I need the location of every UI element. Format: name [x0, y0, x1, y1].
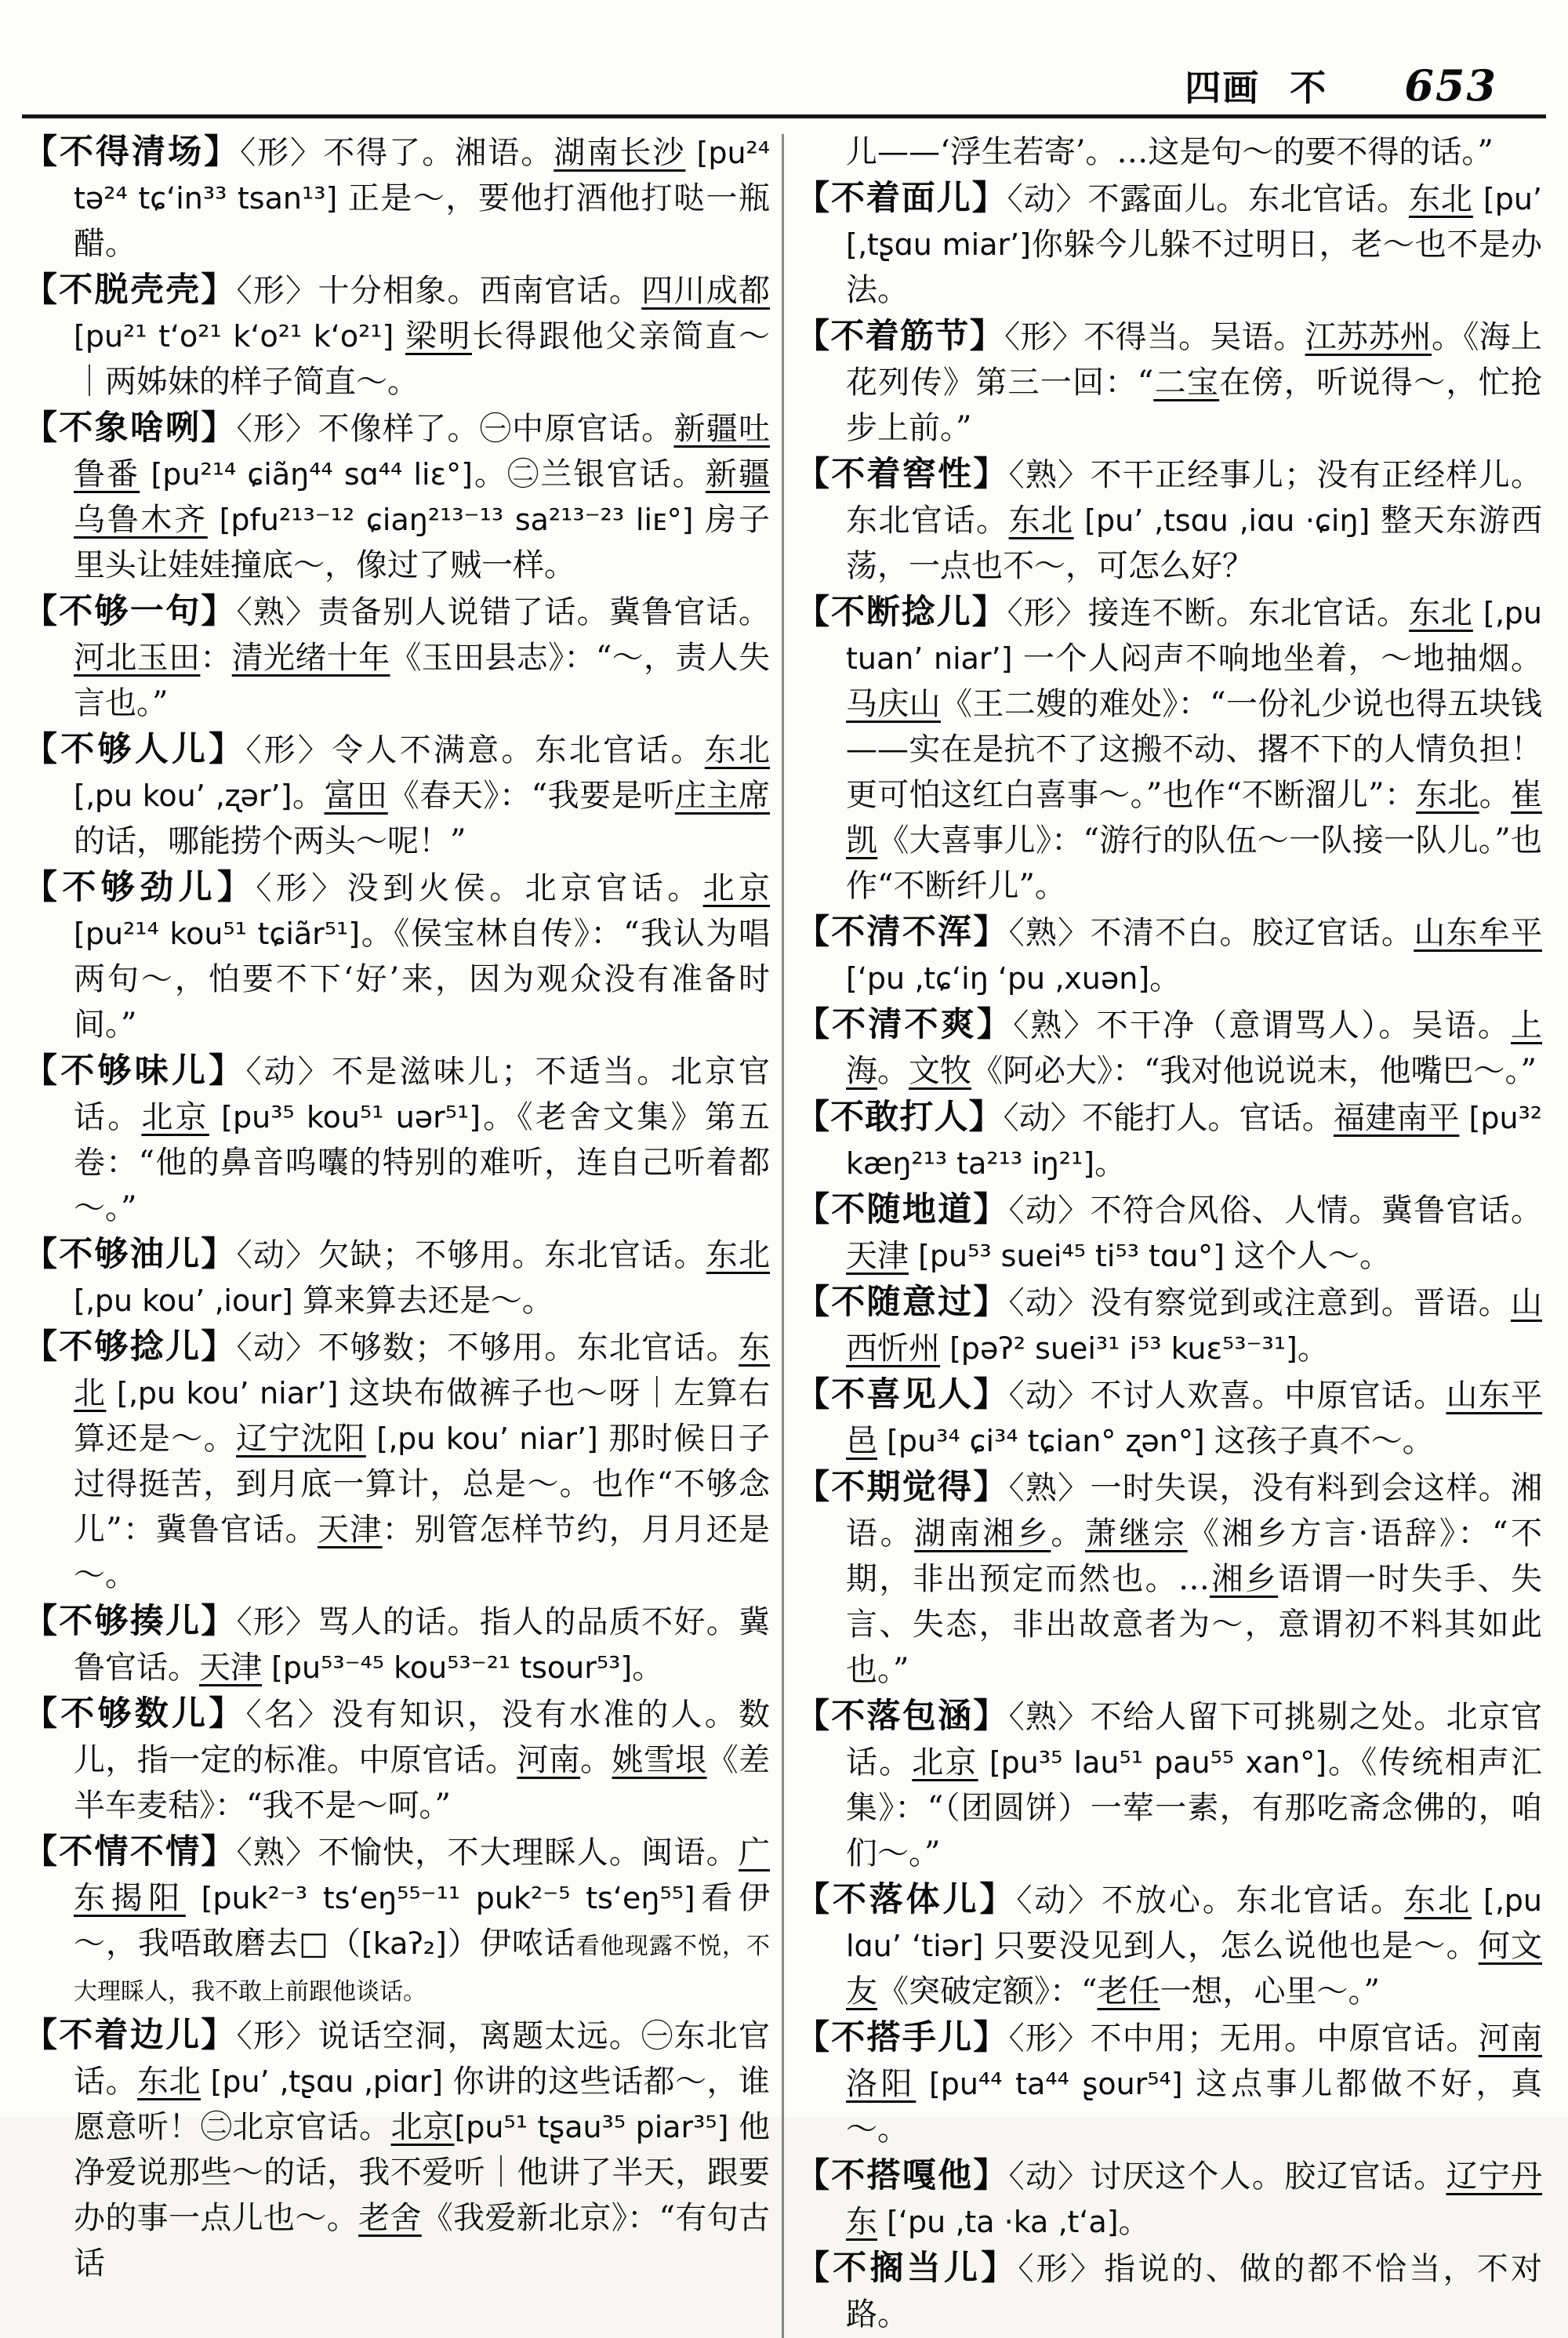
entry-text: 只要没见到人，怎么说他也是～。: [993, 1928, 1479, 1964]
entry-text: 。《传统相声汇集》：“（团圆饼）一荤一素，有那吃斋念佛的，咱们～。”: [846, 1744, 1543, 1871]
entry-text: 〈熟〉不干正经事儿；没有正经样儿。东北官话。: [846, 457, 1543, 539]
entry-headword: 【不着窖性】: [796, 455, 1009, 494]
entry-text: 〈动〉不讨人欢喜。中原官话。: [1008, 1378, 1446, 1414]
phonetic-transcription: [‚pu kou’ ‚iour]: [74, 1283, 303, 1318]
proper-name: 江苏苏州: [1305, 319, 1432, 355]
entry-headword: 【不着面儿】: [796, 179, 1007, 218]
dict-entry: [24, 589, 770, 726]
proper-name: 东北: [74, 1330, 771, 1411]
phonetic-transcription: [pu⁴⁴ ta⁴⁴ ʂour⁵⁴]: [916, 2067, 1196, 2101]
entry-text: 的话，哪能捞个两头～呢！”: [74, 823, 466, 859]
phonetic-transcription: [kaʔ₂]: [361, 1926, 447, 1961]
entry-headword: 【不随意过】: [796, 1283, 1009, 1322]
proper-name: 老舍: [358, 2200, 422, 2236]
dict-entry: [796, 129, 1542, 175]
dict-entry: [24, 1324, 770, 1598]
entry-headword: 【不着边儿】: [24, 2016, 237, 2055]
entry-text: 《突破定额》：“: [877, 1973, 1098, 2009]
proper-name: 东北: [1404, 1882, 1472, 1919]
entry-headword: 【不够味儿】: [24, 1051, 246, 1091]
dict-entry: [24, 2013, 770, 2286]
dict-entry: [796, 1877, 1542, 2014]
phonetic-transcription: [‚pu lɑu’ ‘tiər]: [846, 1883, 1543, 1963]
phonetic-transcription: [pu’ [‚tʂɑu miar’]: [846, 182, 1542, 262]
dict-entry: [796, 590, 1542, 909]
entry-text: 〈形〉不中用；无用。中原官话。: [1008, 2020, 1479, 2057]
entry-headword: 【不搭手儿】: [796, 2018, 1009, 2057]
entry-text: 《玉田县志》：“～，责人失言也。”: [74, 640, 771, 721]
phonetic-transcription: [pu³⁵ kou⁵¹ uər⁵¹]: [209, 1100, 481, 1135]
phonetic-transcription: [pu⁵³⁻⁴⁵ kou⁵³⁻²¹ tsour⁵³]: [262, 1650, 633, 1685]
entry-text: 〈形〉十分相象。西南官话。: [236, 273, 642, 309]
page-header: [24, 20, 1544, 114]
proper-name: 新疆乌鲁木齐: [74, 456, 771, 538]
entry-text: 〈熟〉不干净（意谓骂人）。吴语。: [1013, 1007, 1512, 1044]
phonetic-transcription: [pu²⁴ tə²⁴ tɕ‘in³³ tsan¹³]: [74, 136, 771, 216]
entry-text: 〈熟〉不给人留下可挑剔之处。北京官话。: [846, 1699, 1543, 1781]
proper-name: 何文友: [846, 1928, 1543, 2009]
entry-text: 〈形〉不得当。吴语。: [1004, 319, 1305, 355]
proper-name: 四川成都: [641, 273, 771, 309]
dict-entry: [24, 405, 770, 588]
dict-entry: [796, 2015, 1542, 2152]
entry-text: 。: [877, 1053, 909, 1089]
entry-headword: 【不清不浑】: [796, 913, 1009, 952]
proper-name: 东北: [706, 1237, 771, 1273]
entry-text: 《阿必大》：“我对他说说末，他嘴巴～。”: [971, 1053, 1537, 1089]
dict-entry: [796, 314, 1542, 451]
right-column: [796, 129, 1542, 2338]
entry-text: 〈熟〉一时失误，没有料到会这样。湘语。: [846, 1470, 1543, 1552]
entry-text: 〈形〉接连不断。东北官话。: [1007, 595, 1409, 631]
entry-text: 这孩子真不～。: [1214, 1423, 1434, 1459]
phonetic-transcription: [pu’ ‚tʂɑu ‚piɑr]: [200, 2064, 453, 2099]
section-label: 四画: [1185, 67, 1261, 109]
proper-name: 东北: [136, 2064, 201, 2100]
entry-text: 〈形〉令人不满意。东北官话。: [245, 732, 705, 768]
entry-text: 〈动〉不露面儿。东北官话。: [1007, 181, 1409, 217]
radical-label: 不: [1290, 67, 1328, 109]
phonetic-transcription: [pu⁵¹ tʂau³⁵ piar³⁵]: [454, 2110, 739, 2144]
entry-text: 《春天》：“我要是听: [387, 778, 675, 814]
dict-entry: [24, 1599, 770, 1690]
entry-text: 。: [1094, 1145, 1127, 1182]
entry-text: 那时候日子过得挺苦，到月底一算计，总是～。也作“不够念儿”：冀鲁官话。: [74, 1421, 771, 1548]
phonetic-transcription: [puk²⁻³ ts‘eŋ⁵⁵⁻¹¹ puk²⁻⁵ ts‘eŋ⁵⁵]: [185, 1881, 695, 1915]
proper-name: 辽宁沈阳: [236, 1421, 366, 1457]
entry-headword: 【不期觉得】: [796, 1468, 1009, 1507]
entry-text: 〈熟〉责备别人说错了话。冀鲁官话。: [236, 594, 771, 630]
header-rule: [22, 114, 1546, 118]
entry-text: 〈动〉不放心。东北官话。: [1016, 1882, 1405, 1919]
entry-headword: 【不够油儿】: [24, 1235, 237, 1274]
entry-headword: 【不够人儿】: [24, 730, 246, 769]
entry-text: 〈熟〉不愉快，不大理睬人。闽语。: [236, 1835, 739, 1871]
dict-entry: [796, 1372, 1542, 1464]
proper-name: 山东平邑: [846, 1378, 1543, 1459]
entry-text: 〈动〉不符合风俗、人情。冀鲁官话。: [1008, 1193, 1543, 1229]
proper-name: 清光绪十年: [231, 640, 390, 676]
proper-name: 北京: [141, 1099, 209, 1135]
proper-name: 庄主席: [674, 778, 771, 814]
entry-text: 《大喜事儿》：“游行的队伍～一队接一队儿。”也作“不断纤儿”。: [846, 822, 1542, 904]
dict-entry: [24, 865, 770, 1047]
entry-text: 〈动〉欠缺；不够用。东北官话。: [236, 1237, 706, 1273]
entry-text: 语谓一时失手、失言、失态，非出故意者为～，意谓初不料其如此也。”: [846, 1561, 1543, 1688]
entry-text: 〈动〉不能打人。官话。: [1003, 1100, 1334, 1136]
dict-entry: [796, 1465, 1542, 1693]
proper-name: 河北玉田: [74, 640, 201, 676]
phonetic-transcription: [pu²¹⁴ kou⁵¹ tɕiãr⁵¹]: [74, 917, 361, 951]
entry-text: 。: [1297, 1331, 1329, 1367]
dict-entry: [796, 452, 1542, 589]
entry-text: 〈形〉指说的、做的都不恰当，不对路。: [846, 2251, 1543, 2333]
proper-name: 东北: [1408, 181, 1473, 217]
entry-text: 〈熟〉不清不白。胶辽官话。: [1008, 915, 1414, 951]
phonetic-transcription: [‘pu ‚ta ·ka ‚t‘a]: [877, 2205, 1119, 2239]
entry-headword: 【不落包涵】: [796, 1697, 1009, 1736]
entry-text: 《我爱新北京》：“有句古话: [74, 2200, 771, 2282]
phonetic-transcription: [‘pu ‚tɕ‘iŋ ‘pu ‚xuən]: [846, 961, 1150, 996]
dict-entry: [24, 1691, 770, 1828]
entry-headword: 【不得清场】: [24, 133, 241, 172]
entry-headword: 【不够数儿】: [24, 1694, 246, 1734]
entry-text: 。㊁兰银官话。: [472, 456, 706, 492]
entry-text: 〈形〉没到火侯。北京官话。: [256, 870, 703, 906]
dict-entry: [796, 1002, 1542, 1094]
entry-headword: 【不断捻儿】: [796, 593, 1007, 632]
entry-headword: 【不清不爽】: [796, 1005, 1014, 1044]
dict-entry: [796, 1095, 1542, 1186]
entry-text: 〈形〉不像样了。㊀中原官话。: [236, 411, 674, 447]
entry-text: 〈动〉没有察觉到或注意到。晋语。: [1008, 1285, 1512, 1321]
entry-text: 。: [292, 778, 325, 814]
entry-headword: 【不敢打人】: [796, 1098, 1004, 1137]
entry-headword: 【不情不情】: [24, 1832, 237, 1871]
phonetic-transcription: [pu³² kæŋ²¹³ ta²¹³ iŋ²¹]: [846, 1101, 1543, 1181]
proper-name: 广东揭阳: [74, 1835, 771, 1916]
entry-headword: 【不随地道】: [796, 1190, 1009, 1229]
entry-text: 。《侯宝林自传》：“我认为唱两句～，怕要不下‘好’来，因为观众没有准备时间。”: [74, 916, 771, 1043]
entry-text: 〈形〉不得了。湘语。: [240, 135, 554, 171]
dict-entry: [24, 267, 770, 405]
entry-text: 整天东游西荡，一点也不～，可怎么好？: [846, 503, 1543, 584]
entry-text: 他净爱说那些～的话，我不爱听｜他讲了半天，跟要办的事一点儿也～。: [74, 2109, 771, 2236]
entry-text: 。: [1051, 1516, 1085, 1552]
proper-name: 山东牟平: [1414, 915, 1543, 951]
entry-text: 看伊～，我唔敢磨去□（: [74, 1880, 770, 1962]
entry-headword: 【不够捻儿】: [24, 1327, 237, 1367]
dict-entry: [796, 2153, 1542, 2245]
entry-text: ）伊哝话: [446, 1926, 576, 1962]
entry-text: 你讲的这些话都～，谁愿意听！㊁北京官话。: [74, 2064, 771, 2145]
entry-text: 这块布做裤子也～呀｜左算右算还是～。: [74, 1375, 771, 1457]
dict-entry: [24, 1232, 770, 1323]
phonetic-transcription: [pu’ ‚tsɑu ‚iɑu ·ɕiŋ]: [1073, 503, 1381, 538]
page-body: [24, 129, 1544, 2338]
phonetic-transcription: [‚pu tuan’ niar’]: [846, 596, 1542, 676]
proper-name: 萧继宗: [1084, 1516, 1188, 1552]
dict-entry: [796, 2245, 1542, 2337]
proper-name: 新疆吐鲁番: [74, 411, 771, 492]
entry-text: 算来算去还是～。: [302, 1283, 554, 1319]
entry-text: 《湘乡方言·语辞》：“不期，非出预定而然也。…: [846, 1516, 1543, 1597]
entry-text: 这点事儿都做不好，真～。: [846, 2066, 1543, 2147]
dict-entry: [796, 1694, 1542, 1876]
proper-name: 河南: [517, 1742, 581, 1778]
dict-entry: [24, 1048, 770, 1231]
proper-name: 东北: [1408, 595, 1473, 631]
proper-name: 辽宁丹东: [846, 2158, 1543, 2240]
phonetic-transcription: [pu³⁴ ɕi³⁴ tɕian° ʐən°]: [877, 1424, 1214, 1458]
proper-name: 梁明: [405, 318, 472, 354]
proper-name: 二宝: [1153, 365, 1220, 401]
entry-text: 在傍，听说得～，忙抢步上前。”: [846, 365, 1543, 446]
proper-name: 北京: [390, 2109, 455, 2145]
entry-headword: 【不搁当儿】: [796, 2249, 1018, 2288]
proper-name: 上海: [846, 1007, 1543, 1089]
entry-text: 〈形〉说话空洞，离题太远。㊀东北官话。: [74, 2018, 771, 2100]
phonetic-transcription: [‚pu kou’ ‚ʐər’]: [74, 779, 292, 813]
entry-text: 正是～，要他打酒他打哒一瓶醋。: [74, 180, 770, 262]
dict-entry: [24, 727, 770, 864]
entry-headword: 【不象啥咧】: [24, 408, 237, 448]
entry-text: 〈形〉骂人的话。指人的品质不好。冀鲁官话。: [74, 1604, 771, 1686]
entry-text: 这个人～。: [1234, 1238, 1392, 1274]
proper-name: 东北: [1008, 503, 1074, 539]
proper-name: 天津: [317, 1512, 383, 1548]
proper-name: 北京: [702, 870, 771, 906]
phonetic-transcription: [pəʔ² suei³¹ i⁵³ kuɛ⁵³⁻³¹]: [940, 1331, 1298, 1366]
proper-name: 天津: [199, 1650, 262, 1686]
running-head: [1185, 60, 1497, 111]
entry-text: 〈动〉不是滋味儿；不适当。北京官话。: [74, 1054, 771, 1135]
dict-entry: [24, 129, 770, 267]
proper-name: 湖南长沙: [554, 135, 686, 171]
small-note: 看他现露不悦，不大理睬人，我不敢上前跟他谈话。: [74, 1933, 771, 2006]
proper-name: 河南洛阳: [846, 2020, 1543, 2102]
entry-text: 一个人闷声不响地坐着，～地抽烟。: [1022, 641, 1543, 677]
entry-text: 。: [632, 1650, 664, 1686]
dict-entry: [796, 1280, 1542, 1371]
proper-name: 福建南平: [1333, 1100, 1460, 1136]
entry-text: 〈名〉没有知识，没有水准的人。数儿，指一定的标准。中原官话。: [74, 1697, 771, 1778]
entry-text: 你躲今儿躲不过明日，老～也不是办法。: [846, 227, 1543, 308]
entry-text: 。《老舍文集》第五卷：“他的鼻音呜囔的特别的难听，连自己听着都～。”: [74, 1099, 771, 1226]
entry-headword: 【不够揍儿】: [24, 1602, 237, 1641]
entry-text: 长得跟他父亲简直～｜两姊妹的样子简直～。: [74, 318, 771, 400]
entry-text: 。《海上花列传》第三一回：“: [846, 319, 1543, 401]
proper-name: 东北: [704, 732, 771, 768]
entry-text: ：: [200, 640, 232, 676]
proper-name: 东北: [1416, 777, 1479, 813]
entry-headword: 【不够一句】: [24, 592, 237, 631]
entry-text: 一想，心里～。”: [1160, 1973, 1380, 2009]
dict-entry: [796, 1187, 1542, 1279]
proper-name: 姚雪垠: [612, 1742, 707, 1778]
entry-headword: 【不喜见人】: [796, 1375, 1009, 1414]
proper-name: 湖南湘乡: [914, 1516, 1051, 1552]
entry-headword: 【不落体儿】: [796, 1880, 1017, 1919]
proper-name: 天津: [846, 1238, 909, 1274]
entry-text: 。: [1118, 2204, 1150, 2240]
entry-text: 儿——‘浮生若寄’。…这是句～的要不得的话。”: [846, 134, 1494, 170]
phonetic-transcription: [pu⁵³ suei⁴⁵ ti⁵³ tɑu°]: [909, 1239, 1235, 1273]
entry-text: 。: [1149, 960, 1181, 997]
entry-text: ：别管怎样节约，月月还是～。: [74, 1512, 771, 1593]
entry-headword: 【不脱壳壳】: [24, 270, 237, 310]
entry-text: 〈动〉不够数；不够用。东北官话。: [236, 1330, 739, 1366]
entry-text: 。: [580, 1742, 612, 1778]
entry-text: 《差半车麦秸》：“我不是～呵。”: [74, 1742, 771, 1824]
phonetic-transcription: [‚pu kou’ niar’]: [106, 1376, 350, 1410]
dict-entry: [796, 909, 1542, 1001]
phonetic-transcription: [pu³⁵ lau⁵¹ pau⁵⁵ xan°]: [978, 1745, 1327, 1780]
proper-name: 马庆山: [846, 686, 942, 722]
entry-text: 。: [1479, 777, 1511, 813]
entry-headword: 【不够劲儿】: [24, 868, 256, 907]
proper-name: 山西忻州: [846, 1285, 1543, 1367]
proper-name: 北京: [912, 1744, 978, 1781]
entry-text: 房子里头让娃娃撞底～，像过了贼一样。: [74, 502, 770, 583]
proper-name: 富田: [324, 778, 388, 814]
phonetic-transcription: [pfu²¹³⁻¹² ɕiaŋ²¹³⁻¹³ sa²¹³⁻²³ liᴇ°]: [207, 503, 706, 537]
dict-entry: [796, 176, 1542, 313]
column-divider: [782, 134, 784, 2338]
entry-text: 《王二嫂的难处》：“一份礼少说也得五块钱——实在是抗不了这搬不动、撂不下的人情负担！更可怕这红白喜事～。”也作“不断溜儿”：: [846, 686, 1542, 813]
page-number: 653: [1404, 60, 1497, 111]
phonetic-transcription: [pu²¹ t‘o²¹ k‘o²¹ k‘o²¹]: [74, 319, 405, 354]
proper-name: 老任: [1097, 1973, 1160, 2009]
dict-entry: [24, 1829, 770, 2012]
entry-headword: 【不搭嘎他】: [796, 2156, 1009, 2195]
phonetic-transcription: [‚pu kou’ niar’]: [365, 1421, 609, 1456]
entry-text: 〈动〉讨厌这个人。胶辽官话。: [1008, 2158, 1446, 2195]
left-column: [24, 129, 770, 2287]
entry-headword: 【不着筋节】: [796, 317, 1005, 356]
proper-name: 崔凯: [846, 777, 1542, 859]
phonetic-transcription: [pu²¹⁴ ɕiãŋ⁴⁴ sɑ⁴⁴ liɛ°]: [140, 457, 473, 492]
proper-name: 湘乡: [1210, 1561, 1279, 1597]
proper-name: 文牧: [909, 1053, 971, 1089]
